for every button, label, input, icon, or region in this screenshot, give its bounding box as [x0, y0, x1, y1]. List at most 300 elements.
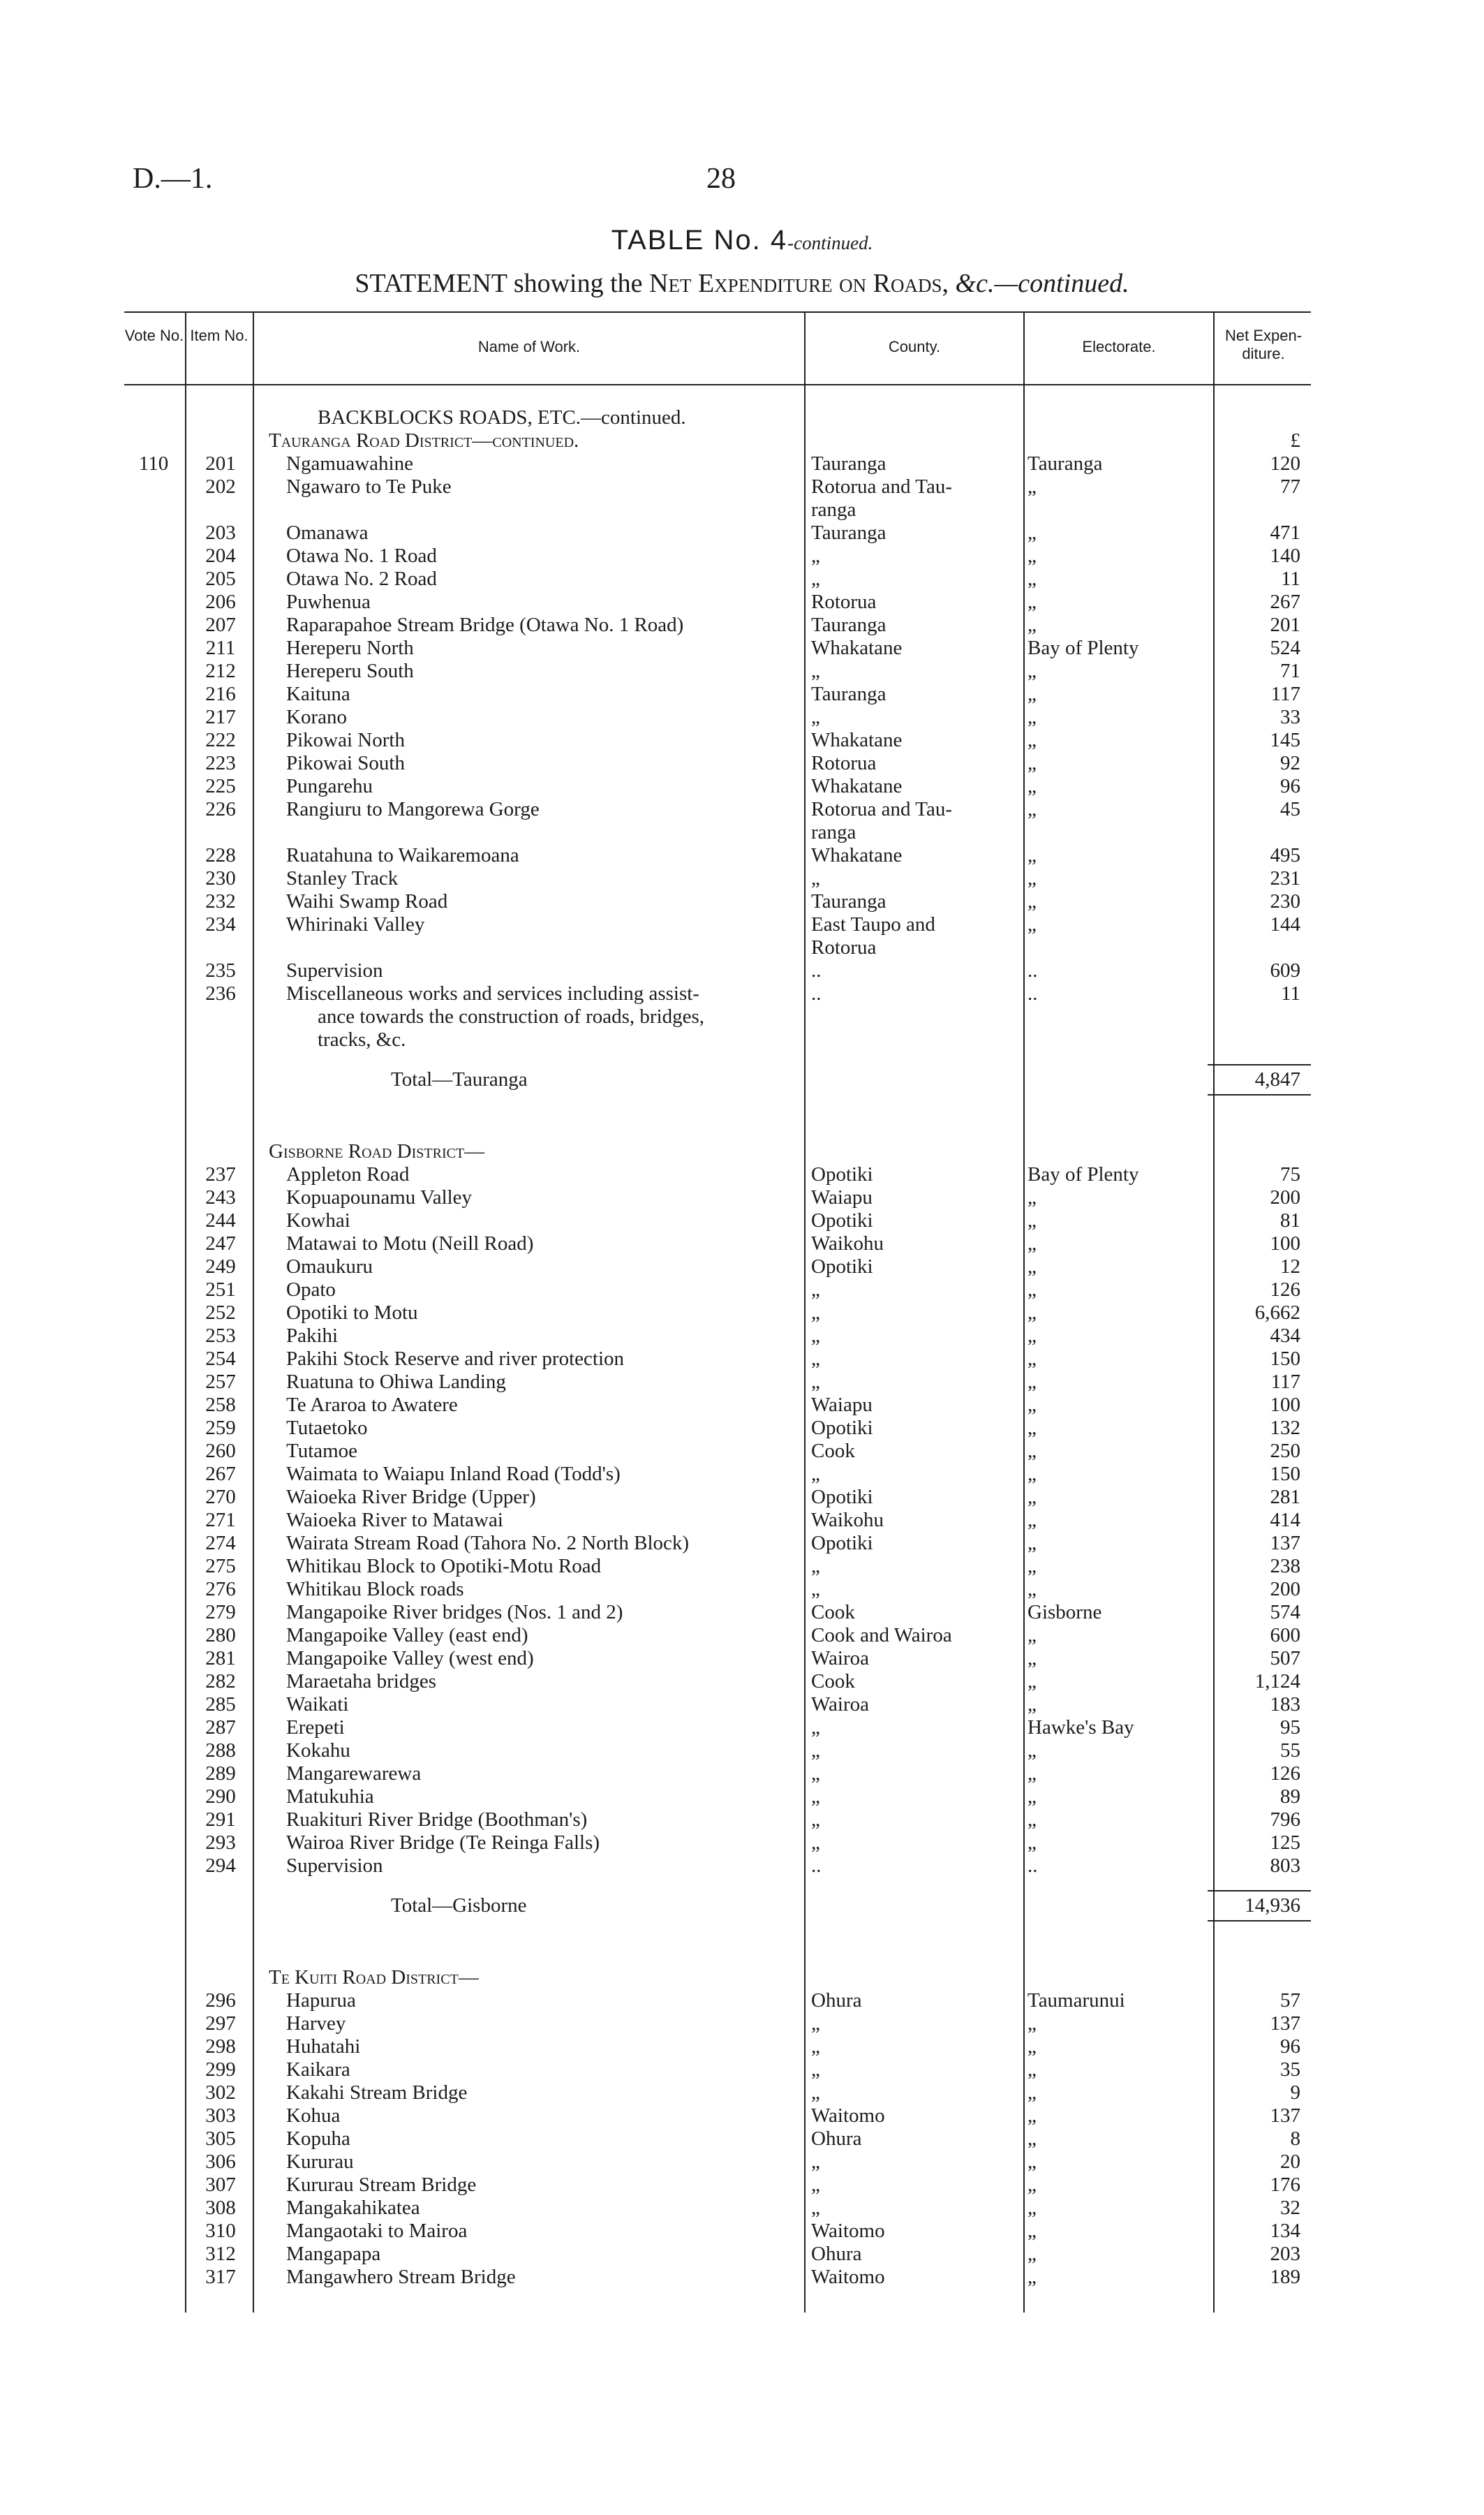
item-number: 258: [205, 1394, 236, 1416]
work-name: Kururau: [286, 2151, 354, 2173]
work-name: Kopuha: [286, 2127, 350, 2150]
item-number: 281: [205, 1647, 236, 1669]
table-row: [0, 821, 1484, 843]
net-expenditure: 89: [1280, 1785, 1300, 1808]
net-expenditure: 150: [1270, 1463, 1300, 1485]
net-expenditure: 96: [1280, 2035, 1300, 2058]
electorate: „: [1027, 2058, 1037, 2081]
table-row: [0, 2266, 1484, 2288]
net-expenditure: 796: [1270, 1808, 1300, 1831]
net-expenditure: 8: [1290, 2127, 1300, 2150]
col-head-county: County.: [888, 338, 941, 355]
net-expenditure: 600: [1270, 1624, 1300, 1646]
net-expenditure: 100: [1270, 1232, 1300, 1255]
table-row: [0, 1989, 1484, 2012]
net-expenditure: 524: [1270, 637, 1300, 659]
county: Rotorua and Tau-: [811, 475, 952, 498]
table-row: [0, 1509, 1484, 1531]
electorate: „: [1027, 683, 1037, 705]
table-row: [0, 522, 1484, 544]
work-name: Opotiki to Motu: [286, 1301, 418, 1324]
net-expenditure: 33: [1280, 706, 1300, 728]
electorate: „: [1027, 798, 1037, 820]
county: Opotiki: [811, 1163, 873, 1186]
table-row: [0, 1255, 1484, 1278]
county: „: [811, 1348, 820, 1370]
electorate: „: [1027, 706, 1037, 728]
county: Waikohu: [811, 1232, 884, 1255]
electorate: „: [1027, 1394, 1037, 1416]
net-expenditure: 803: [1270, 1854, 1300, 1877]
total-label: Total—Gisborne: [391, 1894, 527, 1917]
table-row: [0, 1486, 1484, 1508]
item-number: 296: [205, 1989, 236, 2012]
net-expenditure: 81: [1280, 1209, 1300, 1232]
table-row: [0, 890, 1484, 913]
work-name: Pakihi Stock Reserve and river protection: [286, 1348, 625, 1370]
work-name: Kururau Stream Bridge: [286, 2174, 477, 2196]
county: Waitomo: [811, 2266, 885, 2288]
county: „: [811, 1278, 820, 1301]
county: „: [811, 2197, 820, 2219]
electorate: „: [1027, 1578, 1037, 1600]
table-row: [0, 959, 1484, 982]
county: Tauranga: [811, 522, 886, 544]
work-name: Ruatahuna to Waikaremoana: [286, 844, 519, 866]
item-number: 253: [205, 1325, 236, 1347]
work-name: Supervision: [286, 1854, 383, 1877]
work-name: Pungarehu: [286, 775, 373, 797]
item-number: 275: [205, 1555, 236, 1577]
net-expenditure: 126: [1270, 1762, 1300, 1785]
table-row: [0, 1555, 1484, 1577]
work-name: Hapurua: [286, 1989, 356, 2012]
county: „: [811, 706, 820, 728]
net-expenditure: 9: [1290, 2081, 1300, 2104]
net-expenditure: 145: [1270, 729, 1300, 751]
county: Rotorua and Tau-: [811, 798, 952, 820]
total-rule: [1208, 1094, 1311, 1096]
electorate: „: [1027, 1440, 1037, 1462]
county: Waikohu: [811, 1509, 884, 1531]
net-expenditure: 45: [1280, 798, 1300, 820]
work-name: Mangakahikatea: [286, 2197, 420, 2219]
table-row: [0, 2058, 1484, 2081]
table-row: [0, 1005, 1484, 1028]
table-row: [0, 1348, 1484, 1370]
county: Opotiki: [811, 1417, 873, 1439]
electorate: „: [1027, 752, 1037, 774]
table-row: [0, 429, 1484, 452]
work-name: Otawa No. 1 Road: [286, 545, 437, 567]
item-number: 207: [205, 614, 236, 636]
county: Whakatane: [811, 775, 903, 797]
county: ..: [811, 959, 822, 982]
table-row: [0, 1966, 1484, 1989]
net-expenditure: 200: [1270, 1186, 1300, 1209]
county: Wairoa: [811, 1647, 870, 1669]
net-expenditure: 609: [1270, 959, 1300, 982]
table-row: [0, 1232, 1484, 1255]
work-name: Raparapahoe Stream Bridge (Otawa No. 1 Road): [286, 614, 684, 636]
county: Rotorua: [811, 752, 877, 774]
county-cont: ranga: [811, 499, 856, 521]
work-name: Kopuapounamu Valley: [286, 1186, 473, 1209]
item-number: 271: [205, 1509, 236, 1531]
electorate: „: [1027, 1417, 1037, 1439]
work-name: Stanley Track: [286, 867, 399, 890]
total-rule: [1208, 1890, 1311, 1891]
electorate: „: [1027, 2266, 1037, 2288]
work-name: Kaikara: [286, 2058, 350, 2081]
county: Ohura: [811, 2243, 862, 2265]
net-expenditure: 471: [1270, 522, 1300, 544]
item-number: 235: [205, 959, 236, 982]
item-number: 267: [205, 1463, 236, 1485]
item-number: 310: [205, 2220, 236, 2242]
header-bottom-rule: [124, 384, 1311, 385]
item-number: 299: [205, 2058, 236, 2081]
work-name: Erepeti: [286, 1716, 345, 1739]
net-expenditure: 11: [1281, 568, 1300, 590]
county: Waiapu: [811, 1186, 873, 1209]
col-head-amount: Net Expen- diture.: [1224, 327, 1303, 362]
electorate: „: [1027, 1232, 1037, 1255]
item-number: 249: [205, 1255, 236, 1278]
county: „: [811, 1762, 820, 1785]
county: Whakatane: [811, 637, 903, 659]
table-row: [0, 1670, 1484, 1692]
net-expenditure: 125: [1270, 1831, 1300, 1854]
net-expenditure: 120: [1270, 452, 1300, 475]
table-row: [0, 1209, 1484, 1232]
table-row: [0, 1028, 1484, 1051]
work-name: Ruakituri River Bridge (Boothman's): [286, 1808, 588, 1831]
table-row: [0, 452, 1484, 475]
item-number: 298: [205, 2035, 236, 2058]
header-top-rule: [124, 311, 1311, 313]
work-name: Pakihi: [286, 1325, 339, 1347]
table-row: [0, 499, 1484, 521]
electorate: „: [1027, 2081, 1037, 2104]
county: „: [811, 2151, 820, 2173]
work-name: Mangapoike Valley (west end): [286, 1647, 534, 1669]
net-expenditure: 20: [1280, 2151, 1300, 2173]
table-row: [0, 1163, 1484, 1186]
col-head-vote: Vote No.: [124, 327, 184, 344]
electorate: „: [1027, 2197, 1037, 2219]
electorate: Gisborne: [1027, 1601, 1102, 1623]
electorate: „: [1027, 913, 1037, 936]
table-row: [0, 2012, 1484, 2035]
electorate: Hawke's Bay: [1027, 1716, 1134, 1739]
work-name: Huhatahi: [286, 2035, 361, 2058]
work-name: Omanawa: [286, 522, 369, 544]
item-number: 257: [205, 1371, 236, 1393]
net-expenditure: 200: [1270, 1578, 1300, 1600]
table-row: [0, 1186, 1484, 1209]
table-row: [0, 1624, 1484, 1646]
net-expenditure: 100: [1270, 1394, 1300, 1416]
item-number: 226: [205, 798, 236, 820]
work-name: Harvey: [286, 2012, 346, 2035]
item-number: 294: [205, 1854, 236, 1877]
electorate: „: [1027, 1762, 1037, 1785]
electorate: „: [1027, 1186, 1037, 1209]
net-expenditure: 281: [1270, 1486, 1300, 1508]
district-heading: Te Kuiti Road District—: [269, 1966, 479, 1989]
page-header-code: D.—1.: [133, 163, 213, 195]
item-number: 243: [205, 1186, 236, 1209]
electorate: „: [1027, 591, 1037, 613]
work-name: Kokahu: [286, 1739, 350, 1762]
county: „: [811, 1578, 820, 1600]
work-name: Wairata Stream Road (Tahora No. 2 North Block): [286, 1532, 690, 1554]
electorate: „: [1027, 545, 1037, 567]
work-name-cont: tracks, &c.: [318, 1028, 406, 1051]
table-row: [0, 1463, 1484, 1485]
table-row: [0, 475, 1484, 498]
item-number: 223: [205, 752, 236, 774]
table-row: [0, 2174, 1484, 2196]
county: Waitomo: [811, 2220, 885, 2242]
county: „: [811, 1301, 820, 1324]
net-expenditure: 96: [1280, 775, 1300, 797]
net-expenditure: 117: [1270, 683, 1300, 705]
electorate: „: [1027, 2035, 1037, 2058]
table-row: [0, 1417, 1484, 1439]
work-name: Whirinaki Valley: [286, 913, 425, 936]
work-name: Kakahi Stream Bridge: [286, 2081, 468, 2104]
electorate: Taumarunui: [1027, 1989, 1125, 2012]
county: Wairoa: [811, 1693, 870, 1716]
table-row: [0, 1278, 1484, 1301]
page-number: 28: [706, 163, 736, 195]
electorate: Bay of Plenty: [1027, 1163, 1139, 1186]
work-name: Whitikau Block to Opotiki-Motu Road: [286, 1555, 602, 1577]
net-expenditure: 12: [1280, 1255, 1300, 1278]
item-number: 202: [205, 475, 236, 498]
county: Cook: [811, 1440, 855, 1462]
table-row: [0, 1739, 1484, 1762]
electorate: „: [1027, 1785, 1037, 1808]
work-name: Waioeka River to Matawai: [286, 1509, 503, 1531]
county: „: [811, 1555, 820, 1577]
electorate: „: [1027, 1509, 1037, 1531]
electorate: „: [1027, 2012, 1037, 2035]
net-expenditure: 117: [1270, 1371, 1300, 1393]
work-name: Waihi Swamp Road: [286, 890, 448, 913]
table-row: [0, 1894, 1484, 1917]
net-expenditure: 92: [1280, 752, 1300, 774]
county: „: [811, 2174, 820, 2196]
section-heading: BACKBLOCKS ROADS, ETC.—continued.: [318, 406, 686, 429]
net-expenditure: 1,124: [1254, 1670, 1300, 1692]
item-number: 230: [205, 867, 236, 890]
work-name: Waikati: [286, 1693, 349, 1716]
item-number: 312: [205, 2243, 236, 2265]
item-number: 252: [205, 1301, 236, 1324]
county: „: [811, 1739, 820, 1762]
item-number: 288: [205, 1739, 236, 1762]
electorate: „: [1027, 1348, 1037, 1370]
table-row: [0, 2151, 1484, 2173]
item-number: 276: [205, 1578, 236, 1600]
work-name: Miscellaneous works and services including assist-: [286, 982, 699, 1005]
net-expenditure: 238: [1270, 1555, 1300, 1577]
work-name: Appleton Road: [286, 1163, 410, 1186]
table-row: [0, 752, 1484, 774]
net-expenditure: 95: [1280, 1716, 1300, 1739]
net-expenditure: 231: [1270, 867, 1300, 890]
county: Waitomo: [811, 2104, 885, 2127]
net-expenditure: 32: [1280, 2197, 1300, 2219]
table-row: [0, 1693, 1484, 1716]
county: ..: [811, 1854, 822, 1877]
work-name: Mangapapa: [286, 2243, 381, 2265]
item-number: 254: [205, 1348, 236, 1370]
item-number: 232: [205, 890, 236, 913]
table-row: [0, 844, 1484, 866]
net-expenditure: 137: [1270, 2012, 1300, 2035]
net-expenditure: 183: [1270, 1693, 1300, 1716]
electorate: „: [1027, 1463, 1037, 1485]
electorate: „: [1027, 1647, 1037, 1669]
work-name: Korano: [286, 706, 347, 728]
work-name: Otawa No. 2 Road: [286, 568, 437, 590]
item-number: 237: [205, 1163, 236, 1186]
table-row: [0, 1831, 1484, 1854]
electorate: „: [1027, 2243, 1037, 2265]
work-name: Waimata to Waiapu Inland Road (Todd's): [286, 1463, 621, 1485]
net-expenditure: 137: [1270, 1532, 1300, 1554]
net-expenditure: 132: [1270, 1417, 1300, 1439]
work-name: Opato: [286, 1278, 336, 1301]
district-heading: Gisborne Road District—: [269, 1140, 485, 1163]
work-name: Ngawaro to Te Puke: [286, 475, 452, 498]
item-number: 289: [205, 1762, 236, 1785]
item-number: 287: [205, 1716, 236, 1739]
total-rule: [1208, 1064, 1311, 1065]
total-rule: [1208, 1920, 1311, 1922]
net-expenditure: 507: [1270, 1647, 1300, 1669]
table-row: [0, 1854, 1484, 1877]
table-row: [0, 614, 1484, 636]
electorate: „: [1027, 2220, 1037, 2242]
net-expenditure: 11: [1281, 982, 1300, 1005]
county: East Taupo and: [811, 913, 935, 936]
work-name: Tutamoe: [286, 1440, 358, 1462]
county: „: [811, 1785, 820, 1808]
county: „: [811, 1716, 820, 1739]
item-number: 306: [205, 2151, 236, 2173]
total-amount: 4,847: [1254, 1068, 1300, 1091]
electorate: „: [1027, 1808, 1037, 1831]
table-title: TABLE No. 4-continued.: [611, 225, 873, 256]
table-row: [0, 1325, 1484, 1347]
statement-subtitle: STATEMENT showing the Net Expenditure on Roads, &c.—continued.: [355, 269, 1129, 298]
electorate: „: [1027, 1209, 1037, 1232]
table-row: [0, 775, 1484, 797]
table-row: [0, 2243, 1484, 2265]
table-row: [0, 568, 1484, 590]
table-row: [0, 2127, 1484, 2150]
electorate: Tauranga: [1027, 452, 1103, 475]
county: Tauranga: [811, 614, 886, 636]
county: Whakatane: [811, 729, 903, 751]
table-row: [0, 1371, 1484, 1393]
electorate: ..: [1027, 959, 1038, 982]
electorate: „: [1027, 2104, 1037, 2127]
work-name: Matawai to Motu (Neill Road): [286, 1232, 534, 1255]
county: „: [811, 1463, 820, 1485]
electorate: „: [1027, 890, 1037, 913]
electorate: „: [1027, 660, 1037, 682]
county: „: [811, 2058, 820, 2081]
county: Rotorua: [811, 591, 877, 613]
electorate: „: [1027, 867, 1037, 890]
work-name: Whitikau Block roads: [286, 1578, 464, 1600]
item-number: 279: [205, 1601, 236, 1623]
item-number: 222: [205, 729, 236, 751]
net-expenditure: 230: [1270, 890, 1300, 913]
work-name: Te Araroa to Awatere: [286, 1394, 458, 1416]
county: Tauranga: [811, 452, 886, 475]
county: Tauranga: [811, 890, 886, 913]
work-name: Maraetaha bridges: [286, 1670, 436, 1692]
item-number: 260: [205, 1440, 236, 1462]
electorate: „: [1027, 614, 1037, 636]
table-row: [0, 867, 1484, 890]
electorate: ..: [1027, 1854, 1038, 1877]
table-row: [0, 637, 1484, 659]
electorate: „: [1027, 2151, 1037, 2173]
work-name: Kaituna: [286, 683, 350, 705]
net-expenditure: 57: [1280, 1989, 1300, 2012]
net-expenditure: 137: [1270, 2104, 1300, 2127]
electorate: „: [1027, 1486, 1037, 1508]
electorate: „: [1027, 1739, 1037, 1762]
table-row: [0, 913, 1484, 936]
net-expenditure: 77: [1280, 475, 1300, 498]
work-name: Ngamuawahine: [286, 452, 413, 475]
net-expenditure: 250: [1270, 1440, 1300, 1462]
item-number: 291: [205, 1808, 236, 1831]
district-heading: Tauranga Road District—continued.: [269, 429, 579, 452]
item-number: 297: [205, 2012, 236, 2035]
county: „: [811, 1831, 820, 1854]
county: „: [811, 1325, 820, 1347]
item-number: 280: [205, 1624, 236, 1646]
work-name: Ruatuna to Ohiwa Landing: [286, 1371, 506, 1393]
electorate: „: [1027, 1831, 1037, 1854]
work-name: Hereperu South: [286, 660, 414, 682]
work-name: Supervision: [286, 959, 383, 982]
work-name: Omaukuru: [286, 1255, 373, 1278]
work-name: Hereperu North: [286, 637, 414, 659]
item-number: 247: [205, 1232, 236, 1255]
net-expenditure: 55: [1280, 1739, 1300, 1762]
net-expenditure: 203: [1270, 2243, 1300, 2265]
electorate: „: [1027, 1532, 1037, 1554]
electorate: „: [1027, 729, 1037, 751]
net-expenditure: 574: [1270, 1601, 1300, 1623]
table-row: [0, 1532, 1484, 1554]
electorate: „: [1027, 1301, 1037, 1324]
item-number: 270: [205, 1486, 236, 1508]
item-number: 211: [205, 637, 236, 659]
table-row: [0, 1808, 1484, 1831]
